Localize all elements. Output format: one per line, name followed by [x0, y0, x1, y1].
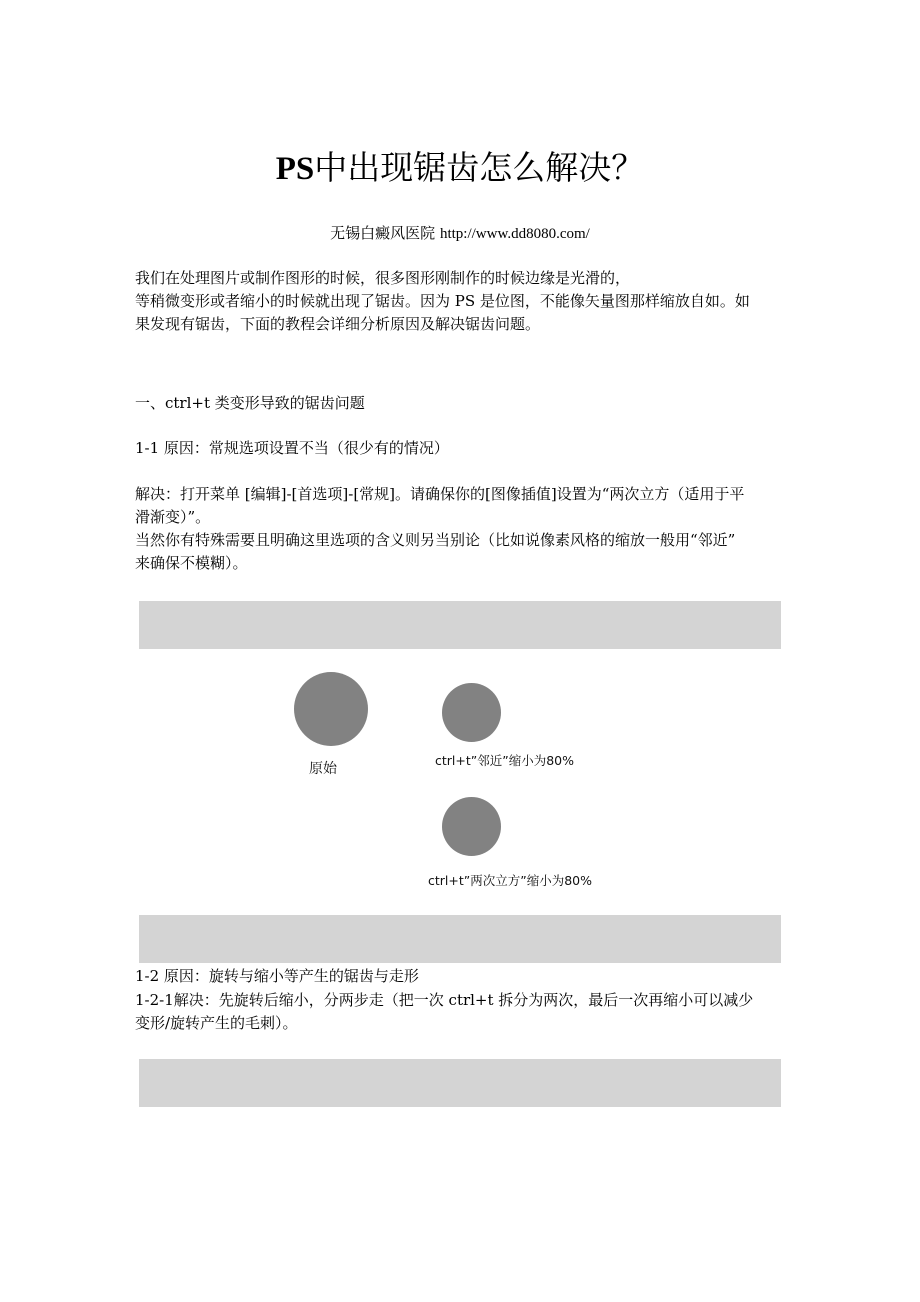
- s121-solution: [135, 989, 795, 1035]
- caption-original: 原始: [309, 761, 337, 777]
- section1-heading-text: 一、ctrl+t 类变形导致的锯齿问题: [135, 394, 365, 412]
- intro-paragraph: [135, 267, 795, 336]
- s11-heading: [135, 437, 795, 460]
- s11-note-line: 来确保不模糊）。: [135, 554, 248, 572]
- s11-solution-line: 解决：打开菜单 [编辑]-[首选项]-[常规]。请确保你的[图像插值]设置为“两次立方（适用于平: [135, 485, 745, 503]
- s12-heading: [135, 965, 795, 988]
- s11-note: [135, 529, 795, 575]
- circle-bicubic: [442, 797, 501, 856]
- s11-note-line: 当然你有特殊需要且明确这里选项的含义则另当别论（比如说像素风格的缩放一般用“邻近”: [135, 531, 736, 549]
- s121-solution-line: 1-2-1解决：先旋转后缩小，分两步走（把一次 ctrl+t 拆分为两次，最后一次再缩小可以减少: [135, 991, 754, 1009]
- circle-original: [294, 672, 368, 746]
- circle-nearest: [442, 683, 501, 742]
- figure-band-top: [139, 601, 781, 649]
- caption-nearest: ctrl+t”邻近”缩小为80%: [435, 753, 574, 768]
- s11-solution-line: 滑渐变）”。: [135, 508, 211, 526]
- figure2-band: [139, 1059, 781, 1107]
- title-ps: PS: [275, 151, 315, 187]
- title-text: 中出现锯齿怎么解决？: [314, 148, 645, 187]
- subtitle-url: http://www.dd8080.com/: [439, 226, 590, 242]
- s12-heading-text: 1-2 原因：旋转与缩小等产生的锯齿与走形: [135, 967, 419, 985]
- page-title: [0, 146, 920, 191]
- s11-heading-text: 1-1 原因：常规选项设置不当（很少有的情况）: [135, 439, 449, 457]
- intro-line: 等稍微变形或者缩小的时候就出现了锯齿。因为 PS 是位图，不能像矢量图那样缩放自如。如: [135, 292, 750, 310]
- caption-bicubic: ctrl+t”两次立方”缩小为80%: [428, 873, 592, 888]
- subtitle: [0, 222, 920, 245]
- s11-solution: [135, 483, 795, 529]
- intro-line: 我们在处理图片或制作图形的时候，很多图形刚制作的时候边缘是光滑的，: [135, 269, 631, 287]
- subtitle-org: 无锡白癜风医院: [330, 224, 436, 242]
- section1-heading: [135, 392, 795, 415]
- figure-band-bottom: [139, 915, 781, 963]
- s121-solution-line: 变形/旋转产生的毛刺）。: [135, 1014, 298, 1032]
- intro-line: 果发现有锯齿，下面的教程会详细分析原因及解决锯齿问题。: [135, 315, 541, 333]
